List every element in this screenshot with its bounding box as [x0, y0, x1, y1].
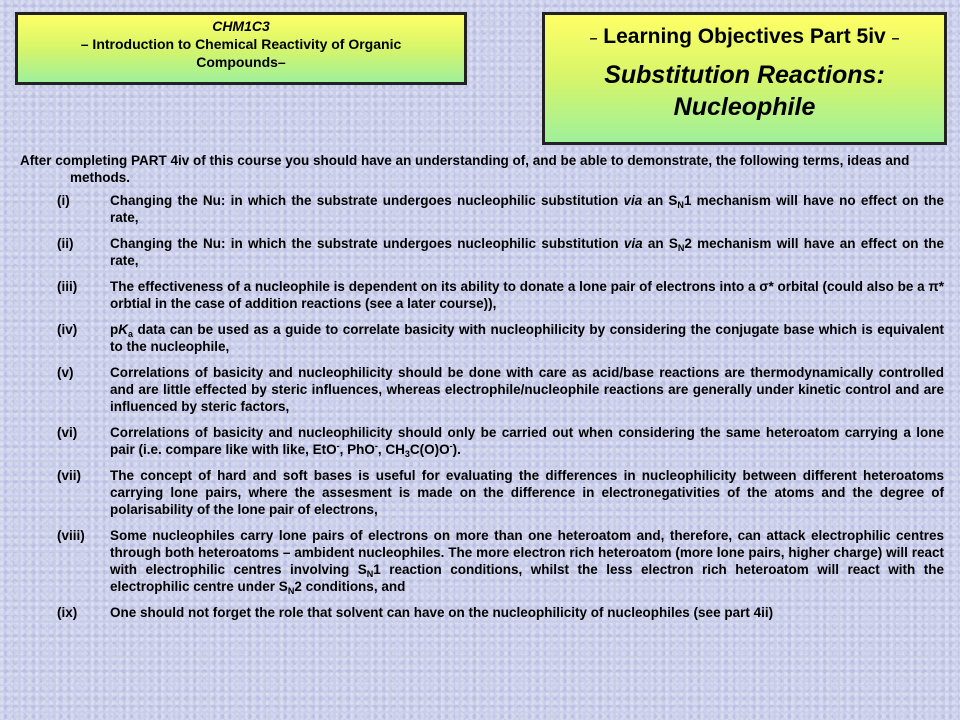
- intro-paragraph: After completing PART 4iv of this course you should have an understanding of, and be able to demonstrate, the following terms, ideas and methods.: [20, 153, 910, 185]
- item-number: (ii): [57, 236, 74, 251]
- objective-item-ix: [57, 604, 944, 621]
- objective-item-vii: [57, 467, 944, 518]
- item-text: Correlations of basicity and nucleophilicity should be done with care as acid/base reactions are thermodynamically controlled and are little effected by steric influences, whereas electrophile/nucleophile reactions are generally under kinetic control and are influenced by steric factors,: [110, 365, 944, 414]
- objectives-subtitle: [545, 59, 944, 123]
- heading-dash-left: –: [589, 29, 598, 46]
- course-code: CHM1C3: [212, 18, 270, 34]
- item-text: $pK_a$ data can be used as a guide to correlate basicity with nucleophilicity by considering the conjugate base which is equivalent to the nucleophile,: [110, 322, 944, 354]
- objectives-content: [20, 152, 944, 630]
- item-text: Changing the Nu: in which the substrate undergoes nucleophilic substitution via an $S_N2$ mechanism will have an effect on the rate,: [110, 236, 945, 268]
- objectives-heading-line: [545, 25, 944, 49]
- item-number: (iv): [57, 322, 78, 337]
- item-text: Correlations of basicity and nucleophilicity should only be carried out when considering the same heteroatom carrying a lone pair (i.e. compare like with like, EtO-, PhO-, $CH_3C(O)O^-$).: [110, 425, 944, 459]
- objectives-title-box: [542, 12, 947, 145]
- item-number: (i): [57, 193, 70, 208]
- item-number: (viii): [57, 528, 85, 543]
- heading-dash-right: –: [891, 29, 900, 46]
- item-number: (v): [57, 365, 74, 380]
- item-text: Changing the Nu: in which the substrate undergoes nucleophilic substitution via an $S_N1$ mechanism will have no effect on the rate,: [110, 193, 945, 225]
- subtitle-line2: Nucleophile: [673, 93, 816, 121]
- course-title-line2: Compounds–: [196, 54, 286, 70]
- item-number: (ix): [57, 605, 78, 620]
- item-text: The effectiveness of a nucleophile is dependent on its ability to donate a lone pair of electrons into a σ* orbital (could also be a π* orbtial in the case of addition reactions (see a later course)),: [110, 279, 944, 311]
- objectives-heading: Learning Objectives Part 5iv: [603, 25, 886, 48]
- item-text: One should not forget the role that solvent can have on the nucleophilicity of nucleophiles (see part 4ii): [110, 605, 774, 620]
- course-title-box: [15, 12, 467, 85]
- item-number: (vi): [57, 425, 78, 440]
- item-text: Some nucleophiles carry lone pairs of electrons on more than one heteroatom and, therefore, can attack electrophilic centres through both heteroatoms – ambident nucleophiles. The more electron rich heteroatom (more lone pairs, higher charge) will react with electrophilic centres involving $S_N1$ reaction conditions, whilst the less electron rich heteroatom will react with the electrophilic centre under $S_N2$ conditions, and: [110, 528, 944, 596]
- item-number: (vii): [57, 468, 82, 483]
- item-text: The concept of hard and soft bases is useful for evaluating the differences in nucleophilicity between different heteroatoms carrying lone pairs, where the assesment is made on the difference in electronegativities of the atoms and the degree of polarisability of the lone pair of electrons,: [110, 468, 944, 517]
- item-number: (iii): [57, 279, 78, 294]
- subtitle-line1: Substitution Reactions:: [604, 61, 885, 89]
- objective-item-i: [57, 192, 944, 226]
- objective-item-viii: [57, 527, 944, 595]
- course-title-line1: – Introduction to Chemical Reactivity of Organic: [80, 36, 402, 52]
- objective-item-iii: [57, 278, 944, 312]
- objective-item-vi: [57, 424, 944, 458]
- objective-item-ii: [57, 235, 944, 269]
- objective-item-v: [57, 364, 944, 415]
- objective-item-iv: [57, 321, 944, 355]
